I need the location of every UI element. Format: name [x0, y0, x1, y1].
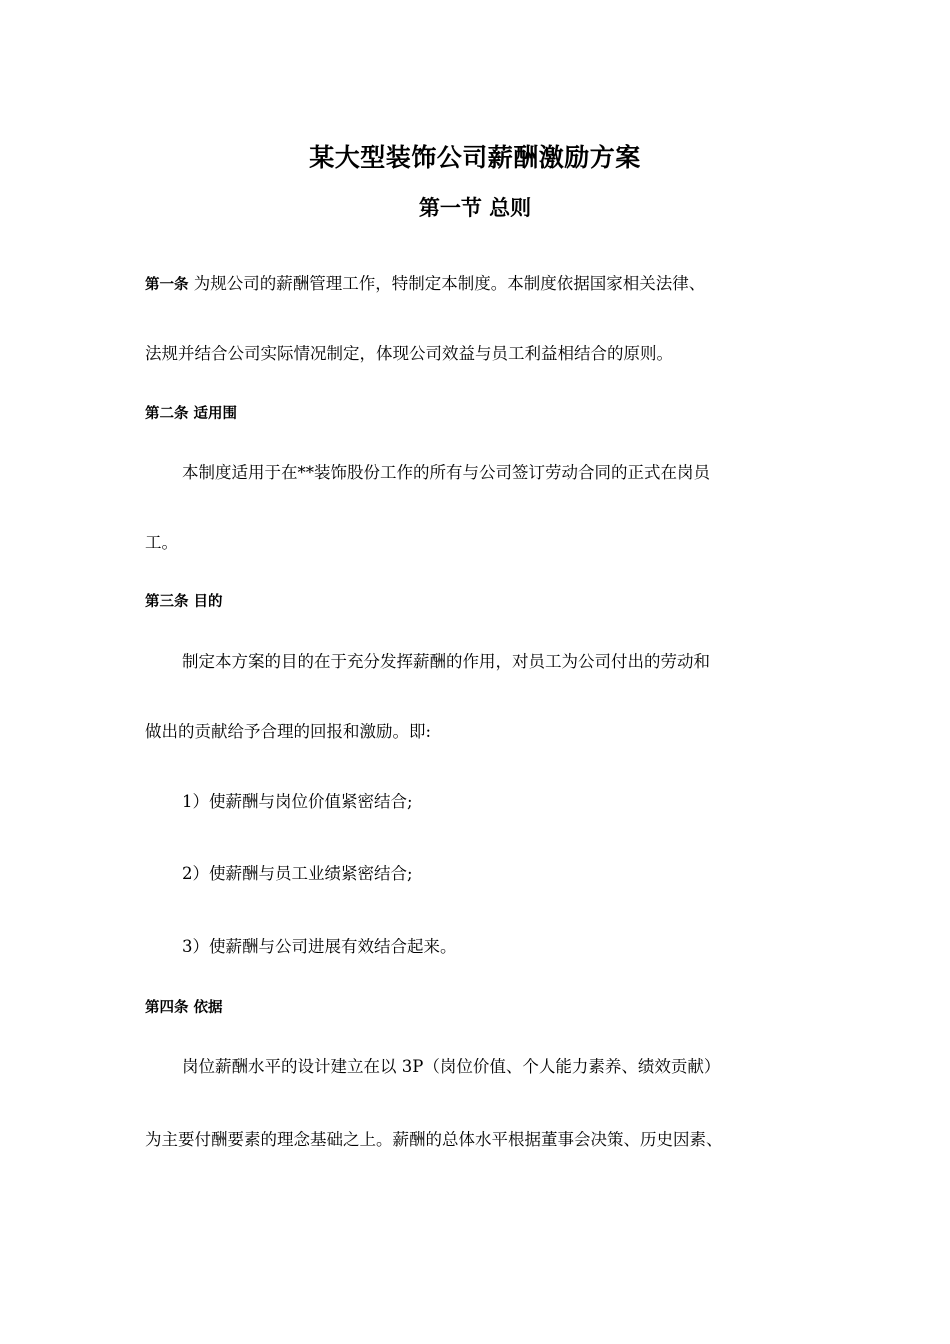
article-3-line-2: 做出的贡献给予合理的回报和激励。即: [145, 722, 432, 741]
article-1-line-1 [145, 272, 825, 297]
document-title: 某大型装饰公司薪酬激励方案 [309, 143, 641, 172]
article-2-line-2: 工。 [145, 533, 178, 552]
article-2-heading: 第二条 适用围 [145, 405, 238, 422]
article-3-heading: 第三条 目的 [145, 593, 223, 610]
article-4-line-1: 岗位薪酬水平的设计建立在以 3P（岗位价值、个人能力素养、绩效贡献） [182, 1057, 721, 1076]
article-1-text-1: 为规公司的薪酬管理工作，特制定本制度。本制度依据国家相关法律、 [188, 274, 706, 293]
section-title: 第一节 总则 [418, 195, 532, 220]
article-4-line-2: 为主要付酬要素的理念基础之上。薪酬的总体水平根据董事会决策、历史因素、 [145, 1130, 723, 1149]
list-item: 2）使薪酬与员工业绩紧密结合; [182, 864, 413, 883]
list-item: 3）使薪酬与公司进展有效结合起来。 [182, 937, 457, 956]
article-1-label: 第一条 [145, 276, 189, 293]
article-1-line-2: 法规并结合公司实际情况制定，体现公司效益与员工利益相结合的原则。 [145, 344, 673, 363]
article-2-line-1: 本制度适用于在**装饰股份工作的所有与公司签订劳动合同的正式在岗员 [182, 463, 710, 482]
article-3-line-1: 制定本方案的目的在于充分发挥薪酬的作用，对员工为公司付出的劳动和 [182, 652, 710, 671]
article-4-heading: 第四条 依据 [145, 999, 223, 1016]
list-item: 1）使薪酬与岗位价值紧密结合; [182, 792, 413, 811]
